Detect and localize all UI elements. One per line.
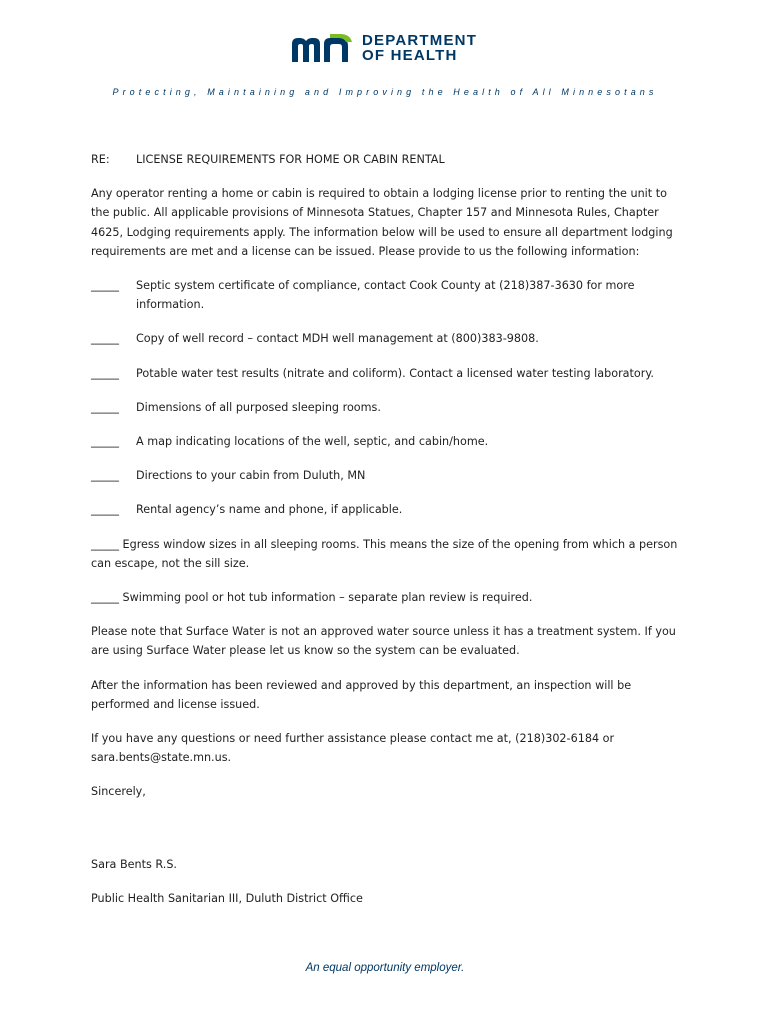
signature-space: [91, 817, 681, 855]
letter-body: [91, 150, 681, 923]
mn-logo-icon: [290, 32, 356, 64]
re-label: RE:: [91, 153, 110, 166]
checklist-item: [91, 500, 681, 519]
checklist-text: Dimensions of all purposed sleeping rooms.: [136, 400, 381, 414]
surface-water-paragraph: Please note that Surface Water is not an approved water source unless it has a treatment system. If you are using Surface Water please let us know so the system can be evaluated.: [91, 625, 676, 658]
checklist-blank: _____: [91, 279, 119, 293]
tagline: Protecting, Maintaining and Improving the Health of All Minnesotans: [112, 87, 658, 97]
review-paragraph: After the information has been reviewed and approved by this department, an inspection will be performed and license issued.: [91, 678, 632, 711]
checklist-item: [91, 276, 681, 314]
checklist-item: [91, 432, 681, 451]
egress-item: _____ Egress window sizes in all sleeping rooms. This means the size of the opening from which a person can escape, not the sill size.: [91, 537, 678, 570]
signer-name: Sara Bents R.S.: [91, 857, 177, 871]
checklist-item: [91, 398, 681, 417]
checklist-blank: _____: [91, 332, 119, 346]
pool-item: _____ Swimming pool or hot tub information – separate plan review is required.: [91, 591, 533, 605]
re-subject: LICENSE REQUIREMENTS FOR HOME OR CABIN RENTAL: [136, 153, 445, 166]
checklist-item: [91, 364, 681, 383]
checklist-blank: _____: [91, 503, 119, 517]
signer-title: Public Health Sanitarian III, Duluth District Office: [91, 891, 363, 905]
footer-statement: An equal opportunity employer.: [305, 962, 465, 974]
contact-paragraph: If you have any questions or need further assistance please contact me at, (218)302-6184 or sara.bents@state.mn.us.: [91, 732, 615, 765]
checklist-text: Directions to your cabin from Duluth, MN: [136, 469, 366, 483]
re-line: [91, 150, 681, 169]
logo-wordmark: [362, 33, 477, 63]
checklist-text: A map indicating locations of the well, septic, and cabin/home.: [136, 435, 489, 449]
checklist-item: [91, 329, 681, 348]
closing: Sincerely,: [91, 785, 146, 799]
checklist-item: [91, 466, 681, 485]
checklist-blank: _____: [91, 435, 119, 449]
checklist-text: Copy of well record – contact MDH well management at (800)383-9808.: [136, 332, 539, 346]
checklist-text: Rental agency’s name and phone, if applicable.: [136, 503, 403, 517]
checklist-blank: _____: [91, 366, 119, 380]
checklist-blank: _____: [91, 400, 119, 414]
intro-paragraph: Any operator renting a home or cabin is required to obtain a lodging license prior to renting the unit to the public. All applicable provisions of Minnesota Statues, Chapter 157 and Minnesota Rules, Chapter 4625, Lodging requirements apply. The information below will be used to ensure all department lodging requirements are met and a license can be issued. Please provide to us the following information:: [91, 187, 673, 258]
mdh-logo: [290, 32, 490, 68]
checklist-text: Potable water test results (nitrate and coliform). Contact a licensed water testing laboratory.: [136, 366, 654, 380]
logo-line-2: OF HEALTH: [362, 47, 458, 64]
logo-line-1: DEPARTMENT: [362, 32, 478, 49]
checklist-text: Septic system certificate of compliance, contact Cook County at (218)387-3630 for more information.: [136, 279, 635, 312]
checklist-blank: _____: [91, 469, 119, 483]
